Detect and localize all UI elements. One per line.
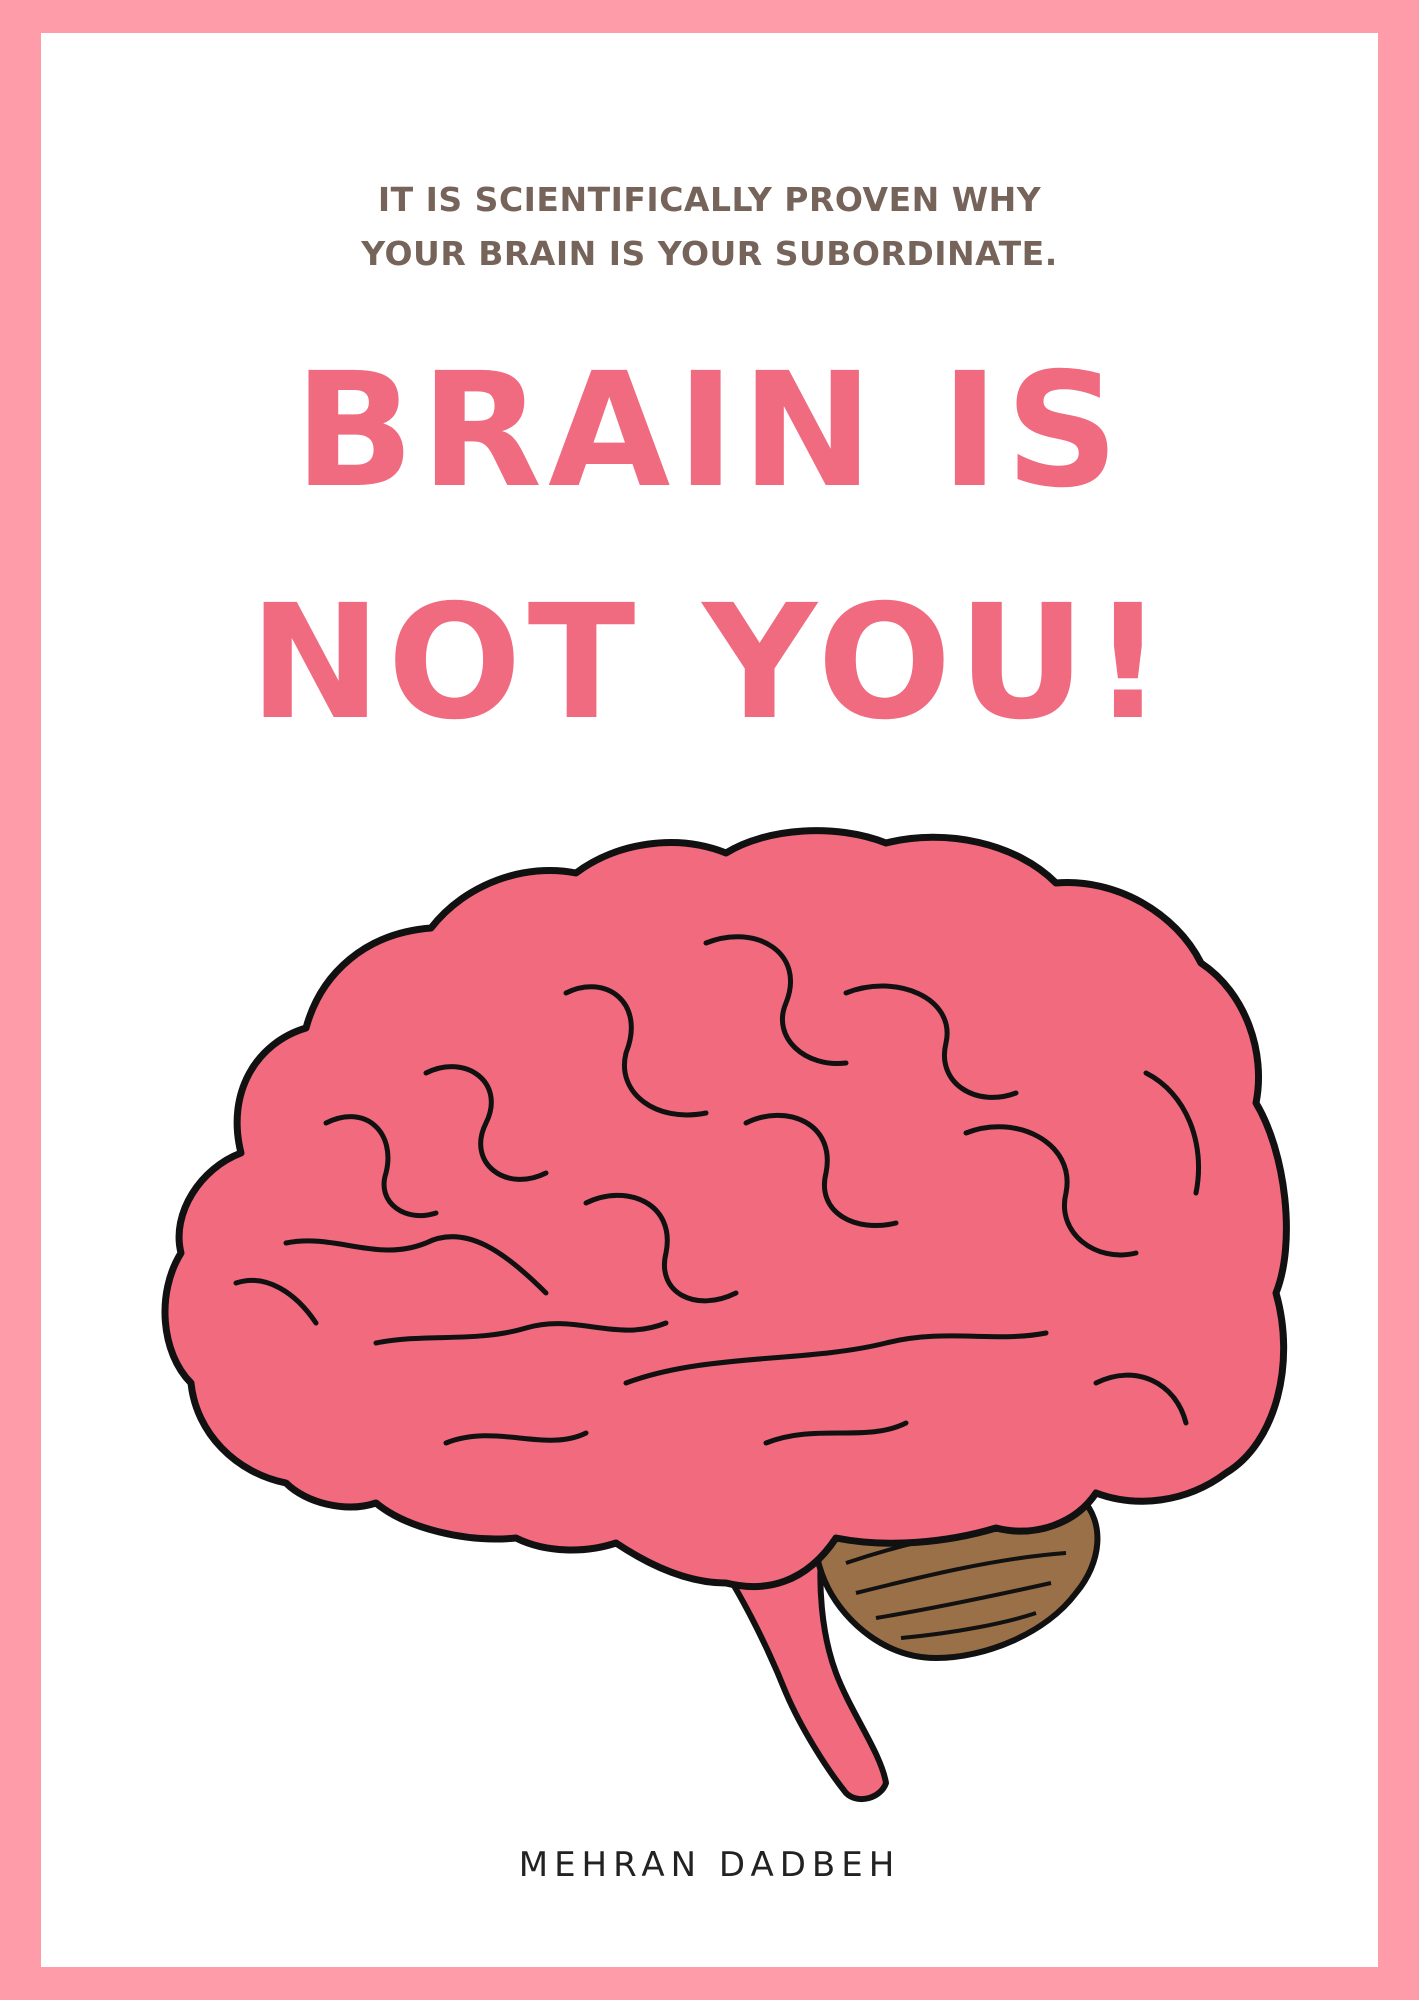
- author-name: MEHRAN DADBEH: [518, 1845, 901, 1885]
- book-cover: [41, 33, 1378, 1967]
- book-title: [41, 315, 1378, 779]
- title-line-2: NOT YOU!: [249, 571, 1170, 755]
- tagline-line-2: YOUR BRAIN IS YOUR SUBORDINATE.: [361, 234, 1058, 273]
- title-line-1: BRAIN IS: [294, 339, 1125, 523]
- tagline: [41, 173, 1378, 281]
- tagline-line-1: IT IS SCIENTIFICALLY PROVEN WHY: [377, 180, 1042, 219]
- cerebrum: [165, 831, 1286, 1587]
- brain-illustration: [146, 823, 1306, 1813]
